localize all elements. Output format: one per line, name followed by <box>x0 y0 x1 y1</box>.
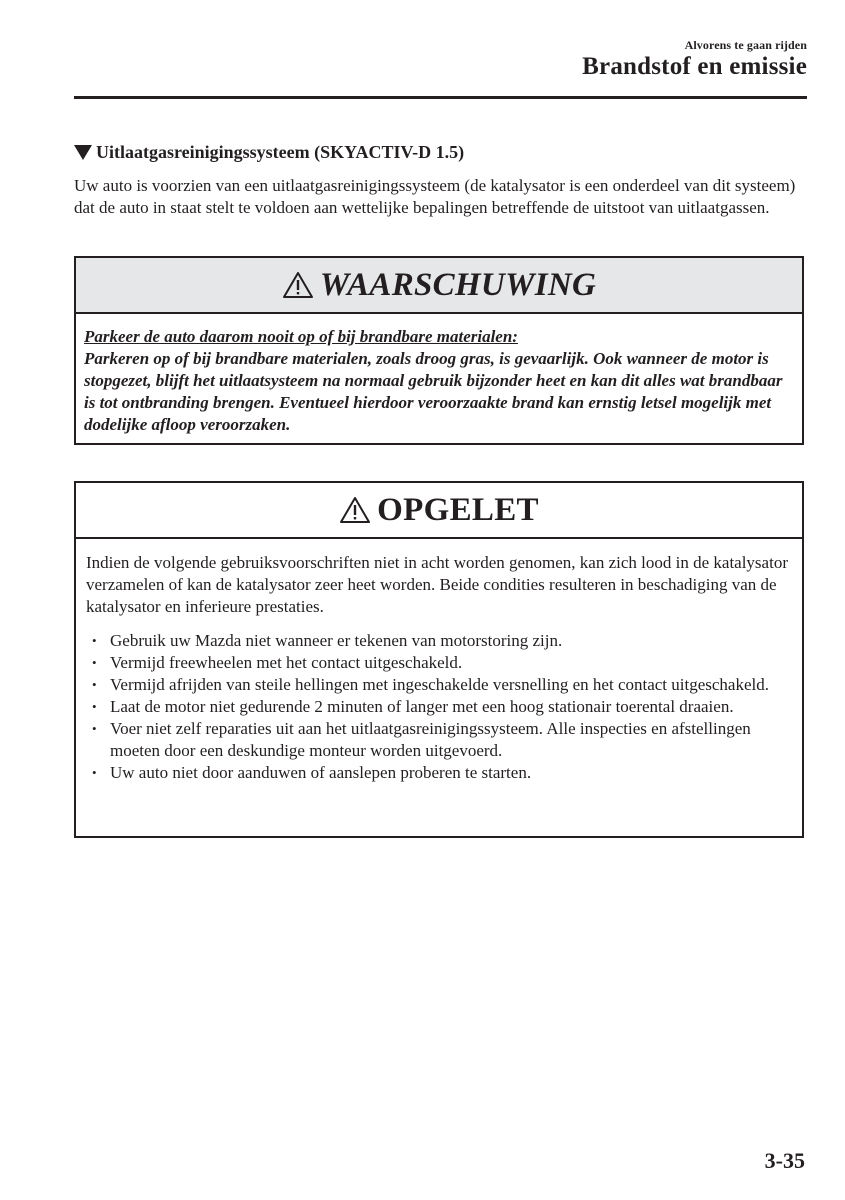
warning-body <box>76 314 802 436</box>
caution-list <box>86 630 792 784</box>
warning-header <box>76 258 802 314</box>
chapter-label: Alvorens te gaan rijden <box>684 38 807 52</box>
header-rule <box>74 96 807 99</box>
list-item: • Uw auto niet door aanduwen of aanslepen proberen te starten. <box>86 762 792 784</box>
list-item: • Gebruik uw Mazda niet wanneer er tekenen van motorstoring zijn. <box>86 630 792 652</box>
list-item: • Laat de motor niet gedurende 2 minuten of langer met een hoog stationair toerental draaien. <box>86 696 792 718</box>
section-intro: Uw auto is voorzien van een uitlaatgasreinigingssysteem (de katalysator is een onderdeel van dit systeem) dat de auto in staat stelt te voldoen aan wettelijke bepalingen betreffende de uitstoot van uitlaatgassen. <box>74 176 796 217</box>
warning-triangle-icon <box>339 496 371 524</box>
section-heading-text: Uitlaatgasreinigingssysteem (SKYACTIV-D 1.5) <box>96 142 465 162</box>
warning-text: Parkeren op of bij brandbare materialen, zoals droog gras, is gevaarlijk. Ook wanneer de motor is stopgezet, blijft het uitlaatsysteem na normaal gebruik bijzonder heet en kan dit alles wat brandbaar is tot ontbranding brengen. Eventueel hierdoor veroorzaakte brand kan ernstig letsel mogelijk met dodelijke afloop veroorzaken. <box>84 349 783 434</box>
section-heading <box>74 142 464 163</box>
caution-intro: Indien de volgende gebruiksvoorschriften niet in acht worden genomen, kan zich lood in de katalysator verzamelen of kan de katalysator zeer heet worden. Beide condities resulteren in beschadiging van de katalysator en inferieure prestaties. <box>86 553 788 616</box>
list-item: • Voer niet zelf reparaties uit aan het uitlaatgasreinigingssysteem. Alle inspecties en afstellingen moeten door een deskundige monteur worden uitgevoerd. <box>86 718 792 762</box>
warning-lead: Parkeer de auto daarom nooit op of bij brandbare materialen: <box>84 327 518 346</box>
list-item: • Vermijd afrijden van steile hellingen met ingeschakelde versnelling en het contact uitgeschakeld. <box>86 674 792 696</box>
triangle-down-icon <box>74 145 92 160</box>
page-number: 3-35 <box>764 1148 805 1173</box>
caution-title: OPGELET <box>377 491 539 528</box>
caution-header <box>76 483 802 539</box>
page-title: Brandstof en emissie <box>582 53 807 80</box>
warning-title: WAARSCHUWING <box>319 266 597 303</box>
warning-triangle-icon <box>282 271 314 299</box>
warning-box <box>74 256 804 445</box>
caution-body <box>76 539 802 784</box>
caution-box <box>74 481 804 838</box>
list-item: • Vermijd freewheelen met het contact uitgeschakeld. <box>86 652 792 674</box>
